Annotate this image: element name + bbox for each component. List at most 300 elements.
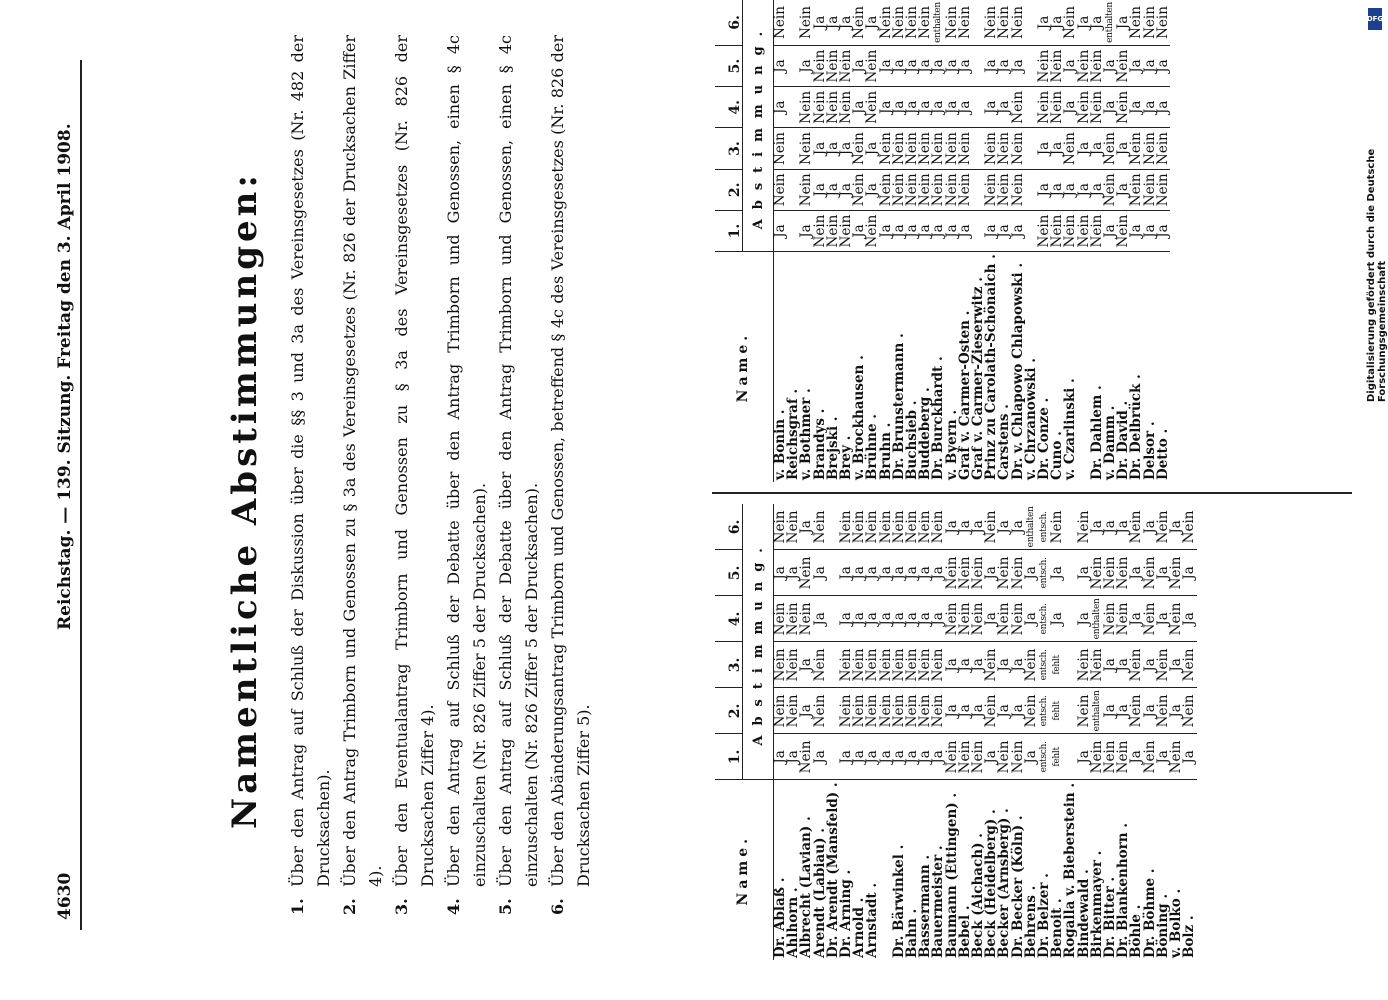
vote-cell: Ja xyxy=(1117,128,1130,169)
vote-cell: Ja xyxy=(946,45,959,86)
vote-cell: Ja xyxy=(1157,596,1170,642)
member-name: Dr. v. Chlapowo Chlapowski . xyxy=(1009,262,1026,480)
vote-cell: Nein xyxy=(893,642,906,688)
vote-cell: Nein xyxy=(893,128,906,169)
member-name: Bebel . xyxy=(956,905,973,958)
vote-cell: Ja xyxy=(787,734,800,780)
vote-cell: Nein xyxy=(1170,734,1183,780)
vote-cell: Nein xyxy=(985,688,998,734)
vote-cell: Nein xyxy=(787,596,800,642)
vote-cell: Nein xyxy=(946,0,959,45)
vote-cell: Ja xyxy=(906,596,919,642)
vote-cell: Nein xyxy=(814,688,827,734)
vote-cell: Ja xyxy=(985,550,998,596)
vote-cell: Ja xyxy=(972,504,985,550)
vote-cell: Nein xyxy=(1130,504,1143,550)
vote-cell: Ja xyxy=(1078,128,1091,169)
vote-cell: Ja xyxy=(1183,550,1196,596)
member-name: Albrecht (Lavian) . xyxy=(798,816,815,958)
vote-cell: Nein xyxy=(1012,550,1025,596)
vote-cell: Nein xyxy=(853,688,866,734)
vote-cell: Nein xyxy=(985,504,998,550)
vote-cell: Ja xyxy=(1038,128,1051,169)
vote-cell: Nein xyxy=(1078,642,1091,688)
member-name: Arnold . xyxy=(851,897,868,958)
vote-cell: Nein xyxy=(840,87,853,128)
vote-cell: Ja xyxy=(959,504,972,550)
column-separator xyxy=(712,492,1352,494)
vote-cell: Nein xyxy=(853,0,866,45)
vote-cell: Nein xyxy=(853,128,866,169)
vote-cell: Nein xyxy=(1025,642,1038,688)
member-name: Dr. Delbrück . xyxy=(1128,374,1145,480)
member-name: Bauermeister . xyxy=(930,845,947,958)
member-name: Dr. David . xyxy=(1115,400,1132,480)
vote-cell: Nein xyxy=(827,87,840,128)
vote-cell: Ja xyxy=(985,45,998,86)
vote-cell: Ja xyxy=(1064,45,1077,86)
vote-cell: Nein xyxy=(1064,128,1077,169)
vote-cell: Ja xyxy=(1144,210,1157,251)
vote-cell: Ja xyxy=(1012,210,1025,251)
vote-cell: Nein xyxy=(1012,87,1025,128)
vote-cell: Ja xyxy=(1144,45,1157,86)
vote-cell: Nein xyxy=(774,0,788,45)
vote-cell: Ja xyxy=(1130,550,1143,596)
vote-cell: Nein xyxy=(800,596,813,642)
vote-cell: Nein xyxy=(1183,688,1196,734)
vote-cell: Nein xyxy=(972,550,985,596)
vote-cell: Nein xyxy=(1104,128,1117,169)
vote-cell: Nein xyxy=(919,128,932,169)
vote-cell: Nein xyxy=(774,128,788,169)
vote-cell: Nein xyxy=(1183,642,1196,688)
vote-cell: Ja xyxy=(866,596,879,642)
vote-cell: Nein xyxy=(1157,169,1170,210)
vote-cell: Nein xyxy=(774,688,788,734)
vote-cell: Nein xyxy=(840,642,853,688)
vote-cell: Ja xyxy=(932,45,945,86)
vote-cell: Ja xyxy=(1051,169,1064,210)
vote-cell: Nein xyxy=(840,45,853,86)
vote-cell: Nein xyxy=(774,504,788,550)
member-name: Rogalla v. Bieberstein . xyxy=(1062,782,1079,958)
vote-cell: Ja xyxy=(1117,642,1130,688)
motion-number: 5. xyxy=(496,898,515,915)
vote-cell: Ja xyxy=(906,210,919,251)
vote-cell: Ja xyxy=(853,734,866,780)
vote-cell: Nein xyxy=(932,688,945,734)
vote-cell: Nein xyxy=(1144,596,1157,642)
vote-cell: Ja xyxy=(1104,504,1117,550)
vote-cell: Ja xyxy=(1051,128,1064,169)
vote-cell: Nein xyxy=(1130,128,1143,169)
vote-cell: Nein xyxy=(853,169,866,210)
vote-cell: Nein xyxy=(1157,128,1170,169)
vote-cell: Ja xyxy=(880,210,893,251)
member-name: Bolz . xyxy=(1181,915,1198,958)
vote-cell: Ja xyxy=(800,504,813,550)
vote-cell: Ja xyxy=(814,550,827,596)
vote-cell: Nein xyxy=(866,688,879,734)
motion-text: Über den Abänderungsantrag Trimborn und Genossen, betreffend § 4c des Vereinsgesetzes (Nr. 826 der Drucksachen Ziffer 5). xyxy=(548,35,593,887)
vote-cell: Nein xyxy=(1051,210,1064,251)
vote-cell: Nein xyxy=(932,169,945,210)
member-name: Graf v. Carmer-Osten . xyxy=(956,310,973,480)
table-row xyxy=(1183,504,1196,960)
vote-column-header: 4. xyxy=(715,596,743,642)
vote-cell: Ja xyxy=(893,87,906,128)
vote-cell: Ja xyxy=(893,734,906,780)
vote-cell: Nein xyxy=(1130,0,1143,45)
vote-cell: Nein xyxy=(1144,0,1157,45)
vote-cell: Nein xyxy=(1051,45,1064,86)
vote-cell: Nein xyxy=(985,0,998,45)
vote-cell: Ja xyxy=(998,504,1011,550)
vote-cell: Ja xyxy=(800,688,813,734)
vote-cell: Nein xyxy=(959,128,972,169)
member-name: Birkenmayer . xyxy=(1088,850,1105,958)
vote-cell: Nein xyxy=(906,0,919,45)
vote-cell: Ja xyxy=(1104,45,1117,86)
vote-cell: Nein xyxy=(893,504,906,550)
motion-number: 1. xyxy=(288,898,307,915)
vote-cell: Ja xyxy=(985,87,998,128)
member-name: Reichsgraf . xyxy=(785,388,802,480)
vote-cell: Ja xyxy=(932,87,945,128)
vote-cell: Ja xyxy=(1012,45,1025,86)
vote-cell: Ja xyxy=(1078,550,1091,596)
vote-cell: Ja xyxy=(932,550,945,596)
vote-cell: entsch. xyxy=(1038,688,1051,734)
vote-cell: Ja xyxy=(774,210,788,251)
vote-cell: Nein xyxy=(1157,688,1170,734)
vote-cell: Ja xyxy=(946,642,959,688)
vote-cell: Ja xyxy=(1091,169,1104,210)
vote-cell: Ja xyxy=(893,550,906,596)
vote-cell: Ja xyxy=(985,210,998,251)
vote-cell: Nein xyxy=(814,504,827,550)
vote-cell: Nein xyxy=(1104,596,1117,642)
vote-cell: Nein xyxy=(1038,45,1051,86)
vote-cell: Nein xyxy=(1025,688,1038,734)
vote-cell: Ja xyxy=(1130,45,1143,86)
member-name: Bindewald . xyxy=(1075,869,1092,958)
vote-cell: Nein xyxy=(1117,87,1130,128)
vote-cell: Nein xyxy=(1091,734,1104,780)
vote-cell: Nein xyxy=(919,169,932,210)
vote-cell: Nein xyxy=(906,688,919,734)
vote-cell: Ja xyxy=(1183,734,1196,780)
vote-column-header: 4. xyxy=(715,87,743,128)
member-name: Bruhn . xyxy=(877,422,894,480)
vote-cell: Ja xyxy=(1157,550,1170,596)
vote-cell: Ja xyxy=(959,688,972,734)
vote-cell: Nein xyxy=(906,128,919,169)
vote-cell: Nein xyxy=(800,87,813,128)
vote-cell: Nein xyxy=(814,210,827,251)
vote-cell: Ja xyxy=(959,210,972,251)
vote-cell: entsch. xyxy=(1038,642,1051,688)
vote-column-header: 6. xyxy=(715,0,743,45)
vote-cell: Ja xyxy=(1117,504,1130,550)
vote-cell: Nein xyxy=(1157,0,1170,45)
vote-cell: Ja xyxy=(932,210,945,251)
vote-cell: Ja xyxy=(906,87,919,128)
vote-cell: Nein xyxy=(946,734,959,780)
vote-cell: Nein xyxy=(1064,210,1077,251)
vote-cell: Nein xyxy=(1078,45,1091,86)
vote-cell: Ja xyxy=(840,596,853,642)
vote-cell: Ja xyxy=(1064,169,1077,210)
vote-cell: Ja xyxy=(1078,0,1091,45)
vote-cell: Nein xyxy=(906,169,919,210)
vote-cell: Nein xyxy=(866,45,879,86)
vote-column-header: 5. xyxy=(715,550,743,596)
member-name: Dr. Bärwinkel . xyxy=(890,844,907,958)
vote-cell: Ja xyxy=(1038,169,1051,210)
vote-cell: Nein xyxy=(800,0,813,45)
vote-cell: Nein xyxy=(1170,550,1183,596)
vote-cell: Nein xyxy=(1091,550,1104,596)
vote-cell: Nein xyxy=(919,642,932,688)
vote-column-header: 2. xyxy=(715,169,743,210)
member-name: Carstens . xyxy=(996,404,1013,480)
vote-cell: Ja xyxy=(1104,642,1117,688)
name-column-header: Name. xyxy=(715,780,774,960)
member-name: Brejski . xyxy=(824,416,841,480)
vote-cell: Nein xyxy=(946,596,959,642)
motion-item xyxy=(389,35,441,915)
vote-cell: Nein xyxy=(1117,45,1130,86)
vote-cell: Ja xyxy=(1038,0,1051,45)
vote-cell: fehlt xyxy=(1051,734,1064,780)
vote-cell: Ja xyxy=(1104,210,1117,251)
vote-cell: Ja xyxy=(998,642,1011,688)
vote-cell: entsch. xyxy=(1038,504,1051,550)
vote-cell: Nein xyxy=(893,0,906,45)
vote-cell: Nein xyxy=(866,210,879,251)
vote-cell: Ja xyxy=(1051,550,1064,596)
motions-list xyxy=(285,35,597,915)
vote-cell: Nein xyxy=(800,734,813,780)
vote-cell: enthalten xyxy=(932,0,945,45)
member-name: v. Chrzanowski . xyxy=(1022,358,1039,480)
vote-cell: Ja xyxy=(1157,87,1170,128)
vote-cell: Nein xyxy=(1012,169,1025,210)
member-name: Delsor . xyxy=(1141,421,1158,480)
vote-cell: Ja xyxy=(946,87,959,128)
member-name: Graf v. Carmer-Zieserwitz . xyxy=(970,277,987,480)
vote-cell: Nein xyxy=(932,642,945,688)
vote-cell: Ja xyxy=(1025,734,1038,780)
vote-cell: Ja xyxy=(866,0,879,45)
vote-column-header: 5. xyxy=(715,45,743,86)
member-name: Detto . xyxy=(1154,428,1171,480)
vote-table-left xyxy=(715,504,1197,960)
vote-cell: Ja xyxy=(827,169,840,210)
vote-cell: Ja xyxy=(1025,550,1038,596)
vote-cell: Ja xyxy=(814,169,827,210)
vote-cell: Ja xyxy=(932,734,945,780)
vote-cell: Nein xyxy=(787,642,800,688)
vote-cell: Ja xyxy=(1157,734,1170,780)
vote-cell: Ja xyxy=(1130,596,1143,642)
member-name: Bassermann . xyxy=(917,854,934,958)
vote-cell: Nein xyxy=(985,642,998,688)
vote-cell: Ja xyxy=(919,550,932,596)
member-name: Arendt (Labiau) . xyxy=(811,828,828,958)
vote-cell: Ja xyxy=(1091,128,1104,169)
vote-cell: Ja xyxy=(1051,0,1064,45)
motion-number: 4. xyxy=(444,898,463,915)
member-name: Ahlhorn . xyxy=(785,887,802,958)
vote-cell: Ja xyxy=(814,0,827,45)
vote-cell: Ja xyxy=(1183,596,1196,642)
member-name: Dr. Brunstermann . xyxy=(890,333,907,480)
vote-cell: Ja xyxy=(946,504,959,550)
vote-cell: Ja xyxy=(880,87,893,128)
vote-cell: Nein xyxy=(906,642,919,688)
vote-cell: Nein xyxy=(998,169,1011,210)
vote-cell: enthalten xyxy=(1091,596,1104,642)
vote-cell: Ja xyxy=(880,550,893,596)
vote-cell: Ja xyxy=(800,45,813,86)
vote-cell: Nein xyxy=(866,642,879,688)
vote-cell: Ja xyxy=(1012,504,1025,550)
vote-cell: Ja xyxy=(1170,642,1183,688)
member-name: Bahn . xyxy=(904,908,921,958)
member-name: Beck (Heidelberg) . xyxy=(983,809,1000,958)
vote-cell: Nein xyxy=(972,734,985,780)
vote-cell: Nein xyxy=(1104,734,1117,780)
vote-cell: Ja xyxy=(919,596,932,642)
vote-cell: Ja xyxy=(972,642,985,688)
member-name: v. Byern . xyxy=(943,409,960,480)
vote-cell: Nein xyxy=(932,128,945,169)
vote-cell: Ja xyxy=(1130,210,1143,251)
vote-column-header: 6. xyxy=(715,504,743,550)
member-name: Böhle . xyxy=(1128,904,1145,958)
vote-cell: Ja xyxy=(1144,688,1157,734)
member-name: Dr. Conze . xyxy=(1036,397,1053,480)
vote-cell: Nein xyxy=(985,169,998,210)
vote-cell: Nein xyxy=(800,550,813,596)
vote-cell: Nein xyxy=(1051,87,1064,128)
dfg-logo: DFG xyxy=(1368,8,1382,30)
vote-cell: Nein xyxy=(893,169,906,210)
vote-cell: Ja xyxy=(1078,596,1091,642)
vote-cell: Ja xyxy=(906,550,919,596)
vote-cell: Ja xyxy=(1117,688,1130,734)
vote-cell: Nein xyxy=(1091,87,1104,128)
vote-cell: Ja xyxy=(866,128,879,169)
vote-cell: Ja xyxy=(814,596,827,642)
vote-cell: Ja xyxy=(774,734,788,780)
vote-cell: Ja xyxy=(787,550,800,596)
vote-cell: Ja xyxy=(1144,642,1157,688)
member-name: Dr. Arning . xyxy=(838,869,855,958)
vote-cell: Ja xyxy=(946,210,959,251)
vote-cell: Nein xyxy=(814,642,827,688)
vote-cell: Ja xyxy=(774,550,788,596)
vote-cell: Ja xyxy=(840,734,853,780)
vote-cell: entsch. xyxy=(1038,596,1051,642)
vote-cell: Nein xyxy=(959,596,972,642)
vote-cell: Ja xyxy=(866,169,879,210)
member-name: Dr. Dahlem . xyxy=(1088,385,1105,480)
vote-cell: Ja xyxy=(1130,734,1143,780)
vote-cell: Nein xyxy=(814,45,827,86)
vote-cell: Ja xyxy=(840,128,853,169)
member-name: Benoit . xyxy=(1049,898,1066,958)
motion-text: Über den Eventualantrag Trimborn und Genossen zu § 3a des Vereinsgesetzes (Nr. 826 der Drucksachen Ziffer 4). xyxy=(392,35,437,887)
vote-cell: Nein xyxy=(880,688,893,734)
member-name: Dr. Arendt (Mansfeld) . xyxy=(824,782,841,958)
member-name: Dr. Burckhardt . xyxy=(930,356,947,480)
vote-cell: Ja xyxy=(1157,45,1170,86)
vote-cell: enthalten xyxy=(1091,688,1104,734)
digitization-note: Digitalisierung gefördert durch die Deutsche Forschungsgemeinschaft xyxy=(1366,148,1388,402)
vote-cell: Ja xyxy=(1051,596,1064,642)
vote-cell: Ja xyxy=(1012,642,1025,688)
vote-cell: Ja xyxy=(919,734,932,780)
vote-cell: Nein xyxy=(919,688,932,734)
vote-cell: Ja xyxy=(1025,596,1038,642)
vote-cell: Ja xyxy=(853,550,866,596)
member-name: v. Brockhausen . xyxy=(851,355,868,480)
vote-cell: Nein xyxy=(774,642,788,688)
vote-cell: fehlt xyxy=(1051,688,1064,734)
member-name: Dr. Blankenhorn . xyxy=(1115,823,1132,958)
vote-cell: Nein xyxy=(880,169,893,210)
vote-cell: Ja xyxy=(880,734,893,780)
vote-cell: Nein xyxy=(998,596,1011,642)
motion-text: Über den Antrag auf Schluß der Diskussion über die §§ 3 und 3a des Vereinsgesetzes (Nr. 482 der Drucksachen). xyxy=(288,35,333,887)
motion-item xyxy=(337,35,389,915)
vote-cell: Nein xyxy=(1117,210,1130,251)
member-name: Dr. Becker (Köln) . xyxy=(1009,815,1026,958)
vote-cell: Ja xyxy=(985,734,998,780)
vote-cell: Nein xyxy=(1170,596,1183,642)
vote-cell: entsch. xyxy=(1038,734,1051,780)
vote-cell: Nein xyxy=(1144,550,1157,596)
vote-cell: Nein xyxy=(1091,45,1104,86)
vote-cell: Nein xyxy=(959,169,972,210)
vote-cell: Ja xyxy=(1091,504,1104,550)
vote-cell: Nein xyxy=(1078,504,1091,550)
vote-cell: Nein xyxy=(1104,169,1117,210)
vote-cell: Nein xyxy=(919,504,932,550)
vote-cell: Ja xyxy=(1078,169,1091,210)
vote-cell: Ja xyxy=(814,128,827,169)
vote-cell: Ja xyxy=(800,210,813,251)
vote-cell: Nein xyxy=(866,504,879,550)
vote-cell: Ja xyxy=(1144,87,1157,128)
member-name: Dr. Ablaß . xyxy=(772,877,788,958)
vote-cell: Ja xyxy=(880,596,893,642)
vote-cell: Ja xyxy=(906,734,919,780)
vote-cell: Ja xyxy=(866,734,879,780)
vote-cell: Ja xyxy=(1144,504,1157,550)
vote-cell: Ja xyxy=(1117,0,1130,45)
vote-cell: Ja xyxy=(972,688,985,734)
vote-cell: Ja xyxy=(998,45,1011,86)
member-name: Buddeberg . xyxy=(917,387,934,480)
vote-cell: Ja xyxy=(840,0,853,45)
vote-cell: Ja xyxy=(774,87,788,128)
vote-column-header: 2. xyxy=(715,688,743,734)
